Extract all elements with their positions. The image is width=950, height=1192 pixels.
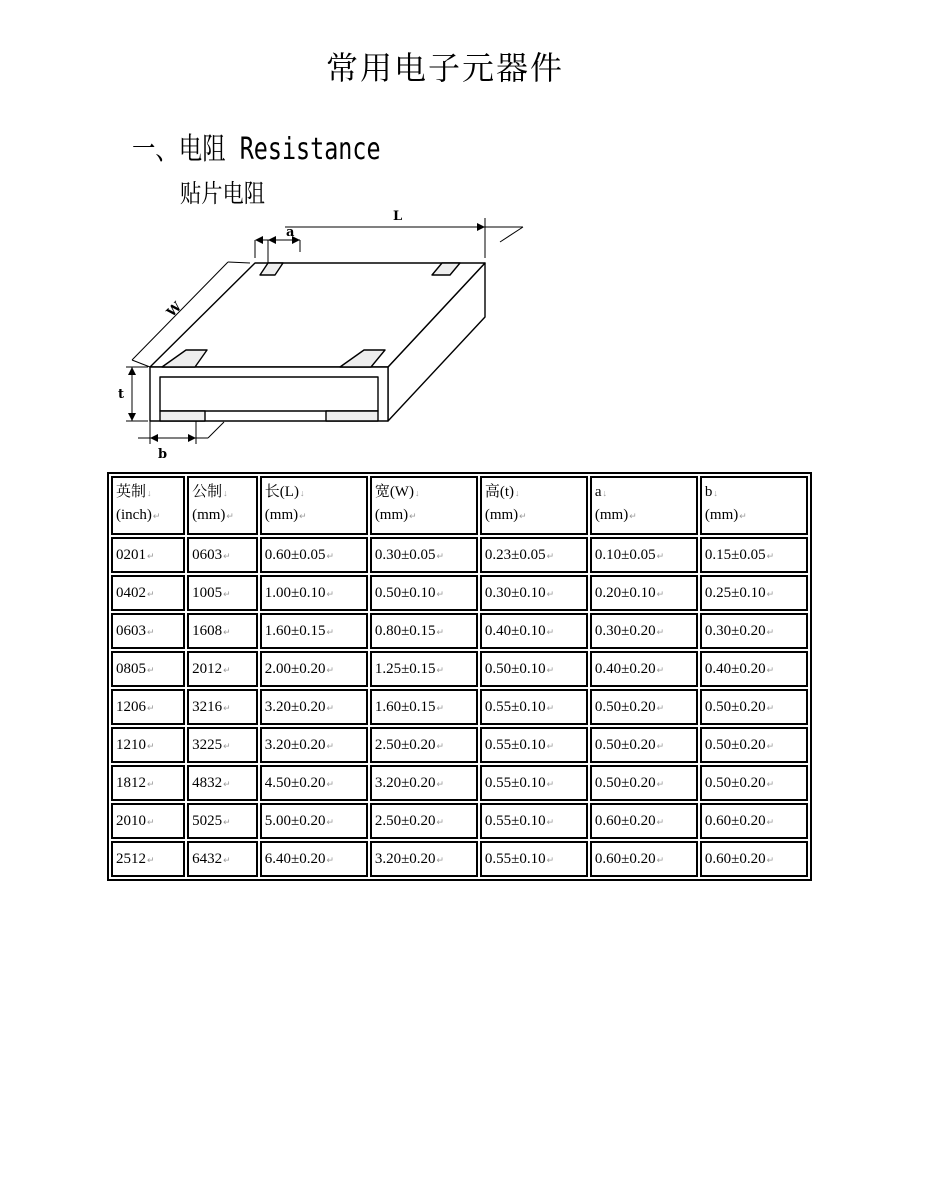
header-cell: 英制↓ (inch)↵ — [111, 476, 185, 535]
paragraph-mark: ↵ — [656, 778, 665, 789]
table-cell-value: 0.30±0.20 — [594, 622, 656, 639]
table-cell — [260, 651, 368, 687]
table-cell — [590, 613, 698, 649]
table-cell-value: 0.60±0.05 — [264, 546, 326, 563]
table-cell-value: 2.00±0.20 — [264, 660, 326, 677]
table-cell — [700, 841, 808, 877]
table-cell — [260, 537, 368, 573]
table-cell-value: 0.40±0.20 — [594, 660, 656, 677]
table-row — [111, 613, 808, 649]
table-cell-value: 1210 — [116, 736, 146, 753]
section-subheading: 贴片电阻 — [180, 179, 266, 208]
paragraph-mark: ↵ — [326, 626, 335, 637]
table-cell — [187, 689, 258, 725]
paragraph-mark: ↵ — [147, 664, 155, 675]
paragraph-mark: ↵ — [656, 588, 665, 599]
header-line2: (inch) — [116, 507, 152, 523]
paragraph-mark: ↵ — [546, 740, 555, 751]
paragraph-mark: ↵ — [326, 664, 335, 675]
paragraph-mark: ↵ — [436, 626, 445, 637]
paragraph-mark: ↵ — [326, 816, 335, 827]
table-cell-value: 2.50±0.20 — [374, 812, 436, 829]
table-cell — [111, 765, 185, 801]
table-cell-value: 0.55±0.10 — [484, 698, 546, 715]
table-cell — [480, 765, 588, 801]
header-line2: (mm) — [264, 507, 299, 523]
table-cell — [370, 613, 478, 649]
table-cell-value: 0.50±0.10 — [374, 584, 436, 601]
header-cell: 长(L)↓ (mm)↵ — [260, 476, 368, 535]
paragraph-mark: ↵ — [147, 702, 155, 713]
header-line2: (mm) — [374, 507, 409, 523]
paragraph-mark: ↵ — [436, 550, 445, 561]
table-cell-value: 0.60±0.20 — [704, 850, 766, 867]
header-line1: 公制 — [192, 484, 223, 500]
table-row — [111, 727, 808, 763]
header-line1: 高(t) — [484, 484, 515, 500]
paragraph-mark: ↵ — [766, 702, 775, 713]
table-cell — [700, 575, 808, 611]
paragraph-mark: ↵ — [223, 626, 231, 637]
table-cell-value: 2.50±0.20 — [374, 736, 436, 753]
header-cell: b↓ (mm)↵ — [700, 476, 808, 535]
table-cell — [187, 727, 258, 763]
paragraph-mark: ↵ — [766, 550, 775, 561]
header-line1: 宽(W) — [374, 484, 414, 500]
table-cell — [370, 689, 478, 725]
table-cell-value: 0.25±0.10 — [704, 584, 766, 601]
table-cell — [187, 613, 258, 649]
table-cell — [187, 537, 258, 573]
table-cell-value: 0.30±0.20 — [704, 622, 766, 639]
table-cell-value: 0.55±0.10 — [484, 812, 546, 829]
table-cell — [370, 651, 478, 687]
paragraph-mark: ↵ — [656, 626, 665, 637]
paragraph-mark: ↵ — [223, 550, 231, 561]
table-cell — [700, 651, 808, 687]
paragraph-mark: ↵ — [546, 550, 555, 561]
table-cell — [480, 727, 588, 763]
paragraph-mark: ↵ — [326, 702, 335, 713]
table-cell — [700, 613, 808, 649]
table-cell-value: 0.30±0.10 — [484, 584, 546, 601]
table-cell — [187, 841, 258, 877]
header-line1: a — [594, 484, 602, 500]
table-row — [111, 841, 808, 877]
page-title: 常用电子元器件 — [325, 49, 564, 88]
table-cell — [700, 537, 808, 573]
table-cell — [260, 841, 368, 877]
table-cell — [370, 841, 478, 877]
paragraph-mark: ↵ — [766, 626, 775, 637]
paragraph-mark: ↵ — [436, 778, 445, 789]
table-cell-value: 1.00±0.10 — [264, 584, 326, 601]
table-cell — [111, 803, 185, 839]
table-cell-value: 3.20±0.20 — [374, 850, 436, 867]
paragraph-mark: ↵ — [546, 778, 555, 789]
paragraph-mark: ↵ — [223, 778, 231, 789]
table-cell — [590, 727, 698, 763]
table-cell-value: 1.60±0.15 — [374, 698, 436, 715]
paragraph-mark: ↵ — [436, 664, 445, 675]
paragraph-mark: ↵ — [656, 550, 665, 561]
header-line1: b — [704, 484, 713, 500]
table-cell — [480, 537, 588, 573]
table-cell-value: 0.23±0.05 — [484, 546, 546, 563]
paragraph-mark: ↵ — [223, 702, 231, 713]
table-cell — [370, 765, 478, 801]
table-cell-value: 0.50±0.20 — [704, 736, 766, 753]
paragraph-mark: ↵ — [546, 664, 555, 675]
table-cell — [260, 689, 368, 725]
table-cell-value: 2512 — [116, 850, 146, 867]
table-cell-value: 0.15±0.05 — [704, 546, 766, 563]
table-cell-value: 5025 — [192, 812, 223, 829]
header-line1: 英制 — [116, 484, 147, 500]
table-cell — [590, 575, 698, 611]
table-cell-value: 2010 — [116, 812, 146, 829]
table-cell-value: 1206 — [116, 698, 146, 715]
header-cell: 高(t)↓ (mm)↵ — [480, 476, 588, 535]
paragraph-mark: ↵ — [326, 740, 335, 751]
paragraph-mark: ↵ — [546, 854, 555, 865]
table-cell-value: 6432 — [192, 850, 223, 867]
table-row — [111, 575, 808, 611]
table-cell-value: 0.55±0.10 — [484, 774, 546, 791]
paragraph-mark: ↵ — [223, 854, 231, 865]
paragraph-mark: ↵ — [147, 854, 155, 865]
table-cell-value: 0.50±0.20 — [594, 774, 656, 791]
table-cell — [260, 575, 368, 611]
table-cell-value: 1812 — [116, 774, 146, 791]
table-cell — [700, 765, 808, 801]
table-cell-value: 0.50±0.20 — [704, 698, 766, 715]
table-cell — [370, 575, 478, 611]
paragraph-mark: ↵ — [326, 588, 335, 599]
table-cell — [111, 689, 185, 725]
table-cell-value: 4832 — [192, 774, 223, 791]
paragraph-mark: ↵ — [223, 740, 231, 751]
table-cell — [260, 765, 368, 801]
table-cell-value: 0603 — [192, 546, 223, 563]
table-cell — [187, 575, 258, 611]
paragraph-mark: ↵ — [656, 816, 665, 827]
table-cell-value: 0.30±0.05 — [374, 546, 436, 563]
table-cell-value: 3.20±0.20 — [374, 774, 436, 791]
table-cell-value: 0.50±0.10 — [484, 660, 546, 677]
paragraph-mark: ↵ — [546, 588, 555, 599]
table-cell — [370, 537, 478, 573]
table-cell-value: 0805 — [116, 660, 146, 677]
table-row — [111, 803, 808, 839]
table-cell-value: 0.50±0.20 — [704, 774, 766, 791]
table-cell — [700, 689, 808, 725]
table-cell — [700, 803, 808, 839]
diagram-terminal-right — [326, 411, 378, 421]
paragraph-mark: ↵ — [766, 588, 775, 599]
header-cell: 宽(W)↓ (mm)↵ — [370, 476, 478, 535]
table-cell — [590, 689, 698, 725]
paragraph-mark: ↵ — [147, 778, 155, 789]
header-line2: (mm) — [484, 507, 519, 523]
table-cell-value: 0201 — [116, 546, 146, 563]
table-cell — [480, 613, 588, 649]
table-cell — [590, 841, 698, 877]
chip-resistor-diagram — [100, 200, 540, 470]
table-cell-value: 0.20±0.10 — [594, 584, 656, 601]
paragraph-mark: ↵ — [766, 740, 775, 751]
header-line2: (mm) — [192, 507, 226, 523]
table-cell-value: 6.40±0.20 — [264, 850, 326, 867]
diagram-label-W: W — [164, 299, 186, 321]
table-cell — [480, 575, 588, 611]
diagram-terminal-left — [160, 411, 205, 421]
table-row — [111, 689, 808, 725]
header-cell: 公制↓ (mm)↵ — [187, 476, 258, 535]
table-cell — [480, 803, 588, 839]
table-cell-value: 0.10±0.05 — [594, 546, 656, 563]
paragraph-mark: ↵ — [436, 854, 445, 865]
table-cell — [590, 765, 698, 801]
table-cell-value: 0.80±0.15 — [374, 622, 436, 639]
table-cell-value: 3216 — [192, 698, 223, 715]
table-cell — [111, 537, 185, 573]
table-cell-value: 0.60±0.20 — [594, 850, 656, 867]
table-row — [111, 765, 808, 801]
paragraph-mark: ↵ — [223, 816, 231, 827]
table-cell-value: 0.40±0.20 — [704, 660, 766, 677]
table-cell — [187, 803, 258, 839]
paragraph-mark: ↵ — [147, 550, 155, 561]
table-cell — [480, 841, 588, 877]
table-cell-value: 0.55±0.10 — [484, 736, 546, 753]
diagram-label-t: t — [118, 387, 125, 402]
table-cell-value: 1.25±0.15 — [374, 660, 436, 677]
paragraph-mark: ↵ — [436, 588, 445, 599]
paragraph-mark: ↵ — [223, 664, 231, 675]
table-cell-value: 0603 — [116, 622, 146, 639]
paragraph-mark: ↵ — [326, 550, 335, 561]
paragraph-mark: ↵ — [147, 816, 155, 827]
paragraph-mark: ↵ — [656, 664, 665, 675]
table-cell — [111, 575, 185, 611]
table-header-row — [111, 476, 808, 535]
table-cell-value: 1005 — [192, 584, 223, 601]
paragraph-mark: ↵ — [326, 778, 335, 789]
table-cell — [700, 727, 808, 763]
paragraph-mark: ↵ — [436, 740, 445, 751]
table-cell — [370, 803, 478, 839]
table-cell — [590, 537, 698, 573]
diagram-front-window — [160, 377, 378, 411]
table-cell — [187, 651, 258, 687]
diagram-label-L: L — [393, 209, 403, 224]
paragraph-mark: ↵ — [656, 702, 665, 713]
header-line1: 长(L) — [264, 484, 299, 500]
table-cell-value: 3.20±0.20 — [264, 698, 326, 715]
diagram-label-b: b — [158, 447, 168, 462]
paragraph-mark: ↵ — [656, 740, 665, 751]
paragraph-mark: ↵ — [147, 626, 155, 637]
table-cell — [260, 803, 368, 839]
table-cell-value: 0.60±0.20 — [594, 812, 656, 829]
header-line2: (mm) — [594, 507, 629, 523]
paragraph-mark: ↵ — [766, 854, 775, 865]
paragraph-mark: ↵ — [436, 702, 445, 713]
table-cell-value: 1608 — [192, 622, 223, 639]
table-cell — [480, 651, 588, 687]
table-cell-value: 3.20±0.20 — [264, 736, 326, 753]
paragraph-mark: ↵ — [766, 816, 775, 827]
resistor-size-table — [107, 472, 812, 881]
table-cell — [480, 689, 588, 725]
table-row — [111, 537, 808, 573]
paragraph-mark: ↵ — [147, 588, 155, 599]
table-cell — [260, 613, 368, 649]
table-cell-value: 4.50±0.20 — [264, 774, 326, 791]
table-cell — [590, 803, 698, 839]
table-cell-value: 2012 — [192, 660, 223, 677]
table-cell-value: 0.55±0.10 — [484, 850, 546, 867]
table-cell — [111, 841, 185, 877]
table-cell-value: 0402 — [116, 584, 146, 601]
table-cell — [111, 651, 185, 687]
table-cell — [111, 613, 185, 649]
table-cell-value: 3225 — [192, 736, 223, 753]
table-cell-value: 0.50±0.20 — [594, 698, 656, 715]
table-cell-value: 5.00±0.20 — [264, 812, 326, 829]
table-cell — [260, 727, 368, 763]
table-row — [111, 651, 808, 687]
diagram-label-a: a — [286, 225, 295, 240]
paragraph-mark: ↵ — [546, 816, 555, 827]
table-cell — [370, 727, 478, 763]
header-line2: (mm) — [704, 507, 739, 523]
table-cell-value: 0.60±0.20 — [704, 812, 766, 829]
header-cell: a↓ (mm)↵ — [590, 476, 698, 535]
table-cell-value: 0.50±0.20 — [594, 736, 656, 753]
paragraph-mark: ↵ — [766, 664, 775, 675]
section-heading: 一、电阻 Resistance — [132, 132, 381, 167]
table-cell-value: 0.40±0.10 — [484, 622, 546, 639]
paragraph-mark: ↵ — [436, 816, 445, 827]
table-cell-value: 1.60±0.15 — [264, 622, 326, 639]
paragraph-mark: ↵ — [326, 854, 335, 865]
table-cell — [111, 727, 185, 763]
table-cell — [187, 765, 258, 801]
paragraph-mark: ↵ — [766, 778, 775, 789]
table-cell — [590, 651, 698, 687]
paragraph-mark: ↵ — [147, 740, 155, 751]
paragraph-mark: ↵ — [546, 626, 555, 637]
paragraph-mark: ↵ — [656, 854, 665, 865]
paragraph-mark: ↵ — [546, 702, 555, 713]
paragraph-mark: ↵ — [223, 588, 231, 599]
